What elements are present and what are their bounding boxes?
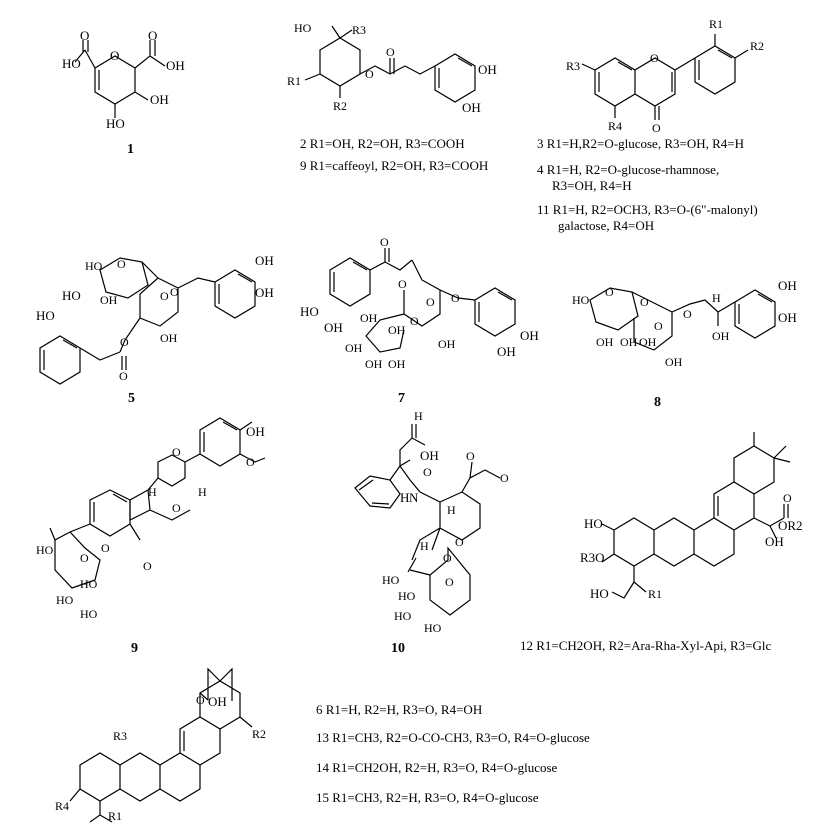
ring-oxygen-label: O [605,285,614,299]
compound-number-1: 1 [127,142,134,157]
carbonyl-oxygen-label: O [148,28,158,43]
ester-oxygen-label: O [120,335,129,349]
ring-oxygen-label: O [172,445,181,459]
glycoside-oxygen-label: O [683,307,692,321]
ring-oxygen-label: O [80,551,89,565]
caption-compound-11-line1: 11 R1=H, R2=OCH3, R3=O-(6"-malonyl) [537,202,758,217]
hydroxyl-label: HO [36,308,55,323]
hydroxyl-label: OH [208,694,227,709]
hydroxyl-label: OH [255,285,274,300]
hydroxyl-label: OH [596,335,614,349]
ring-oxygen-label: O [455,535,464,549]
r1-label: R1 [648,587,663,601]
caption-compound-3: 3 R1=H,R2=O-glucose, R3=OH, R4=H [537,136,744,151]
hydroxyl-label: OH [765,534,784,549]
hydroxyl-label: OH [365,357,383,371]
r2-label: R2 [750,39,765,53]
hydroxyl-label: HO [294,21,312,35]
hydroxyl-label: HO [584,516,603,531]
hydroxyl-label: OH [620,335,638,349]
r3o-label: R3O [580,550,605,565]
ring-oxygen-label: O [426,295,435,309]
caption-compound-4-line1: 4 R1=H, R2=O-glucose-rhamnose, [537,162,720,177]
hydroxyl-label: HO [572,293,590,307]
hydroxyl-label: HO [80,577,98,591]
compound-number-5: 5 [128,391,135,406]
hydroxyl-label: HO [590,586,609,601]
caption-compound-15: 15 R1=CH3, R2=H, R3=O, R4=O-glucose [316,790,539,805]
caption-compound-6: 6 R1=H, R2=H, R3=O, R4=OH [316,702,483,717]
r2-label: R2 [252,727,267,741]
hydroxyl-label: HO [394,609,412,623]
hydroxyl-label: HO [85,259,103,273]
hydroxyl-label: HO [80,607,98,621]
hydrogen-label: H [148,485,157,499]
hydroxyl-label: OH [345,341,363,355]
ring-oxygen-label: O [117,257,126,271]
hydroxyl-label: OH [712,329,730,343]
hydrogen-label: H [420,539,429,553]
caption-compound-11-line2: galactose, R4=OH [558,218,655,233]
hydroxyl-label: OH [778,310,797,325]
ring-oxygen-label: O [172,501,181,515]
hydroxyl-label: OH [438,337,456,351]
carbonyl-oxygen-label: O [196,693,205,707]
carbonyl-oxygen-label: O [380,235,389,249]
caption-compound-4-line2: R3=OH, R4=H [552,178,632,193]
structure-7 [300,235,539,406]
methoxy-oxygen-label: O [143,559,152,573]
structure-1 [62,28,185,157]
carbonyl-oxygen-label: O [783,491,792,505]
structure-flavone [537,17,764,233]
ring-oxygen-label: O [650,51,659,65]
glycoside-oxygen-label: O [101,541,110,555]
hydroxyl-label: HO [300,304,319,319]
hydroxyl-label: HO [382,573,400,587]
carbonyl-oxygen-label: O [80,28,90,43]
hydroxyl-label: OH [388,323,406,337]
hydroxyl-label: OH [255,253,274,268]
ring-oxygen-label: O [445,575,454,589]
amine-nitrogen-label: N [409,490,419,505]
structure-2-9 [287,21,497,173]
structure-5 [36,253,274,406]
r3-label: R3 [566,59,581,73]
hydroxyl-label: HO [36,543,54,557]
glycoside-oxygen-label: O [170,285,179,299]
amine-label: H [400,490,410,505]
hydroxyl-label: OH [639,335,657,349]
carbonyl-oxygen-label: O [652,121,661,135]
ester-oxygen-label: O [398,277,407,291]
hydroxyl-label: HO [398,589,416,603]
ring-oxygen-label: O [654,319,663,333]
structure-6-13-14-15 [55,669,590,823]
hydroxyl-label: OH [388,357,406,371]
r4-label: R4 [55,799,70,813]
compound-number-9: 9 [131,641,138,656]
hydroxyl-label: HO [62,288,81,303]
hydrogen-label: H [414,409,423,423]
carbonyl-oxygen-label: O [119,369,128,383]
hydroxyl-label: OH [420,448,439,463]
carbonyl-oxygen-label: O [386,45,395,59]
methoxy-oxygen-label: O [246,455,255,469]
caption-compound-2: 2 R1=OH, R2=OH, R3=COOH [300,136,465,151]
ester-oxygen-label: O [365,67,374,81]
hydroxyl-label: OH [166,58,185,73]
compound-number-10: 10 [391,641,405,656]
hydrogen-label: H [447,503,456,517]
hydroxyl-label: OH [462,100,481,115]
hydroxyl-label: OH [478,62,497,77]
hydroxyl-label: OH [246,424,265,439]
structure-12 [520,432,803,653]
hydroxyl-label: HO [424,621,442,635]
r1-label: R1 [287,74,302,88]
carbonyl-oxygen-label: O [423,465,432,479]
ring-oxygen-label: O [110,48,120,63]
hydroxyl-label: OH [665,355,683,369]
hydrogen-label: H [198,485,207,499]
caption-compound-13: 13 R1=CH3, R2=O-CO-CH3, R3=O, R4=O-glucose [316,730,590,745]
r3-label: R3 [113,729,128,743]
glycoside-oxygen-label: O [451,291,460,305]
hydroxyl-label: OH [778,278,797,293]
hydroxyl-label: OH [520,328,539,343]
r4-label: R4 [608,119,623,133]
hydroxyl-label: OH [497,344,516,359]
hydroxyl-label: OH [360,311,378,325]
caption-compound-14: 14 R1=CH2OH, R2=H, R3=O, R4=O-glucose [316,760,558,775]
glycoside-oxygen-label: O [640,295,649,309]
compound-number-7: 7 [398,391,405,406]
caption-compound-9-ester: 9 R1=caffeoyl, R2=OH, R3=COOH [300,158,489,173]
ring-oxygen-label: O [410,314,419,328]
hydroxyl-label: HO [106,116,125,131]
hydroxyl-label: OH [150,92,169,107]
carbonyl-oxygen-label: O [466,449,475,463]
glycoside-oxygen-label: O [443,551,452,565]
hydroxyl-label: OH [324,320,343,335]
r2-label: R2 [333,99,348,113]
compound-number-8: 8 [654,395,661,410]
hydrogen-label: H [712,291,721,305]
r1-label: R1 [108,809,123,823]
hydroxyl-label: OH [100,293,118,307]
caption-compound-12: 12 R1=CH2OH, R2=Ara-Rha-Xyl-Api, R3=Glc [520,638,772,653]
r1-label: R1 [709,17,724,31]
hydroxyl-label: OH [160,331,178,345]
structure-10 [355,409,509,656]
r3-label: R3 [352,23,367,37]
ring-oxygen-label: O [160,289,169,303]
hydroxyl-label: HO [56,593,74,607]
structure-8 [572,278,797,410]
hydroxyl-label: HO [62,56,81,71]
ester-oxygen-label: O [500,471,509,485]
structure-9 [36,418,265,656]
ester-or2-label: OR2 [778,518,803,533]
